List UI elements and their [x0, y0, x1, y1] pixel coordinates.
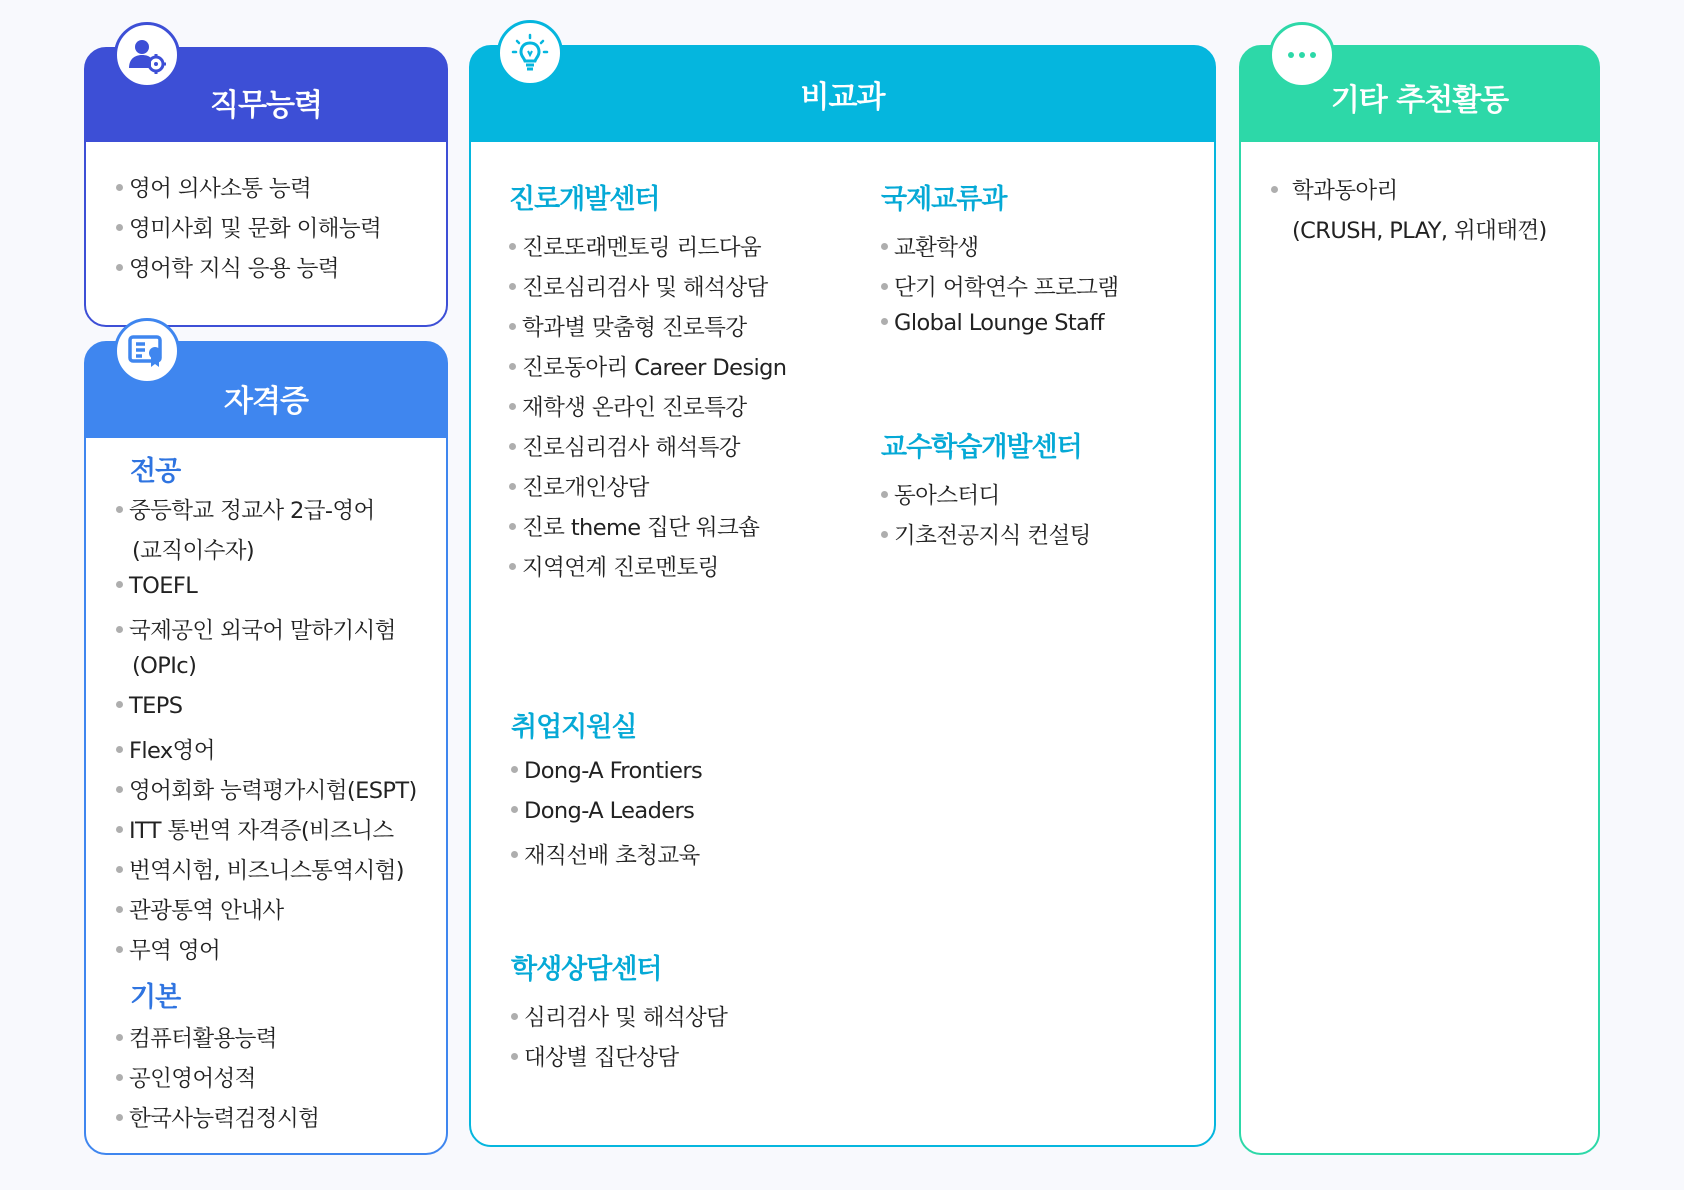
list-item: 한국사능력검정시험 — [116, 1101, 319, 1133]
extracurricular-header — [470, 46, 1215, 142]
list-item: Dong-A Frontiers — [511, 758, 702, 784]
certificate-title: 자격증 — [224, 384, 308, 419]
list-item: 학과별 맞춤형 진로특강 — [509, 310, 746, 342]
career-center-heading: 진로개발센터 — [509, 184, 660, 215]
list-item: 중등학교 정교사 2급-영어 — [116, 493, 375, 525]
more-dots-icon — [1269, 22, 1335, 88]
list-item: 번역시험, 비즈니스통역시험) — [116, 853, 404, 885]
job-competency-card — [84, 47, 448, 327]
list-item: 컴퓨터활용능력 — [116, 1021, 277, 1053]
lightbulb-icon — [497, 20, 563, 86]
list-item: 관광통역 안내사 — [116, 893, 284, 925]
major-heading: 전공 — [130, 456, 181, 487]
job-competency-title: 직무능력 — [210, 88, 322, 123]
counseling-center-heading: 학생상담센터 — [511, 954, 662, 985]
list-item: TEPS — [116, 693, 182, 719]
list-item: TOEFL — [116, 573, 197, 599]
list-item: ITT 통번역 자격증(비즈니스 — [116, 813, 394, 845]
other-activities-title: 기타 추천활동 — [1330, 83, 1509, 118]
list-item: 영어 의사소통 능력 — [116, 171, 311, 203]
list-item: 무역 영어 — [116, 933, 220, 965]
employment-support-heading: 취업지원실 — [511, 712, 637, 743]
list-item: 대상별 집단상담 — [511, 1040, 679, 1072]
extracurricular-title: 비교과 — [800, 80, 885, 115]
list-item: (교직이수자) — [132, 538, 255, 564]
certificate-card — [84, 341, 448, 1155]
list-item: 영어회화 능력평가시험(ESPT) — [116, 773, 417, 805]
list-item: 재학생 온라인 진로특강 — [509, 390, 746, 422]
list-item: 단기 어학연수 프로그램 — [881, 270, 1118, 302]
list-item: 학과동아리 — [1271, 173, 1398, 205]
list-item: Dong-A Leaders — [511, 798, 694, 824]
other-activities-card — [1239, 45, 1600, 1155]
basic-heading: 기본 — [130, 982, 181, 1013]
list-item: 심리검사 및 해석상담 — [511, 1000, 727, 1032]
list-item: 기초전공지식 컨설팅 — [881, 518, 1091, 550]
user-gear-icon — [114, 22, 180, 88]
list-item: 진로심리검사 해석특강 — [509, 430, 740, 462]
list-item: 동아스터디 — [881, 478, 1000, 510]
list-item: Global Lounge Staff — [881, 310, 1104, 336]
certificate-icon — [114, 318, 180, 384]
list-item: Flex영어 — [116, 733, 215, 765]
list-item: (CRUSH, PLAY, 위대태껸) — [1292, 218, 1547, 244]
intl-exchange-heading: 국제교류과 — [881, 184, 1007, 215]
list-item: 영어학 지식 응용 능력 — [116, 251, 339, 283]
list-item: 재직선배 초청교육 — [511, 838, 700, 870]
extracurricular-card — [469, 45, 1216, 1147]
list-item: 영미사회 및 문화 이해능력 — [116, 211, 381, 243]
list-item: 진로동아리 Career Design — [509, 350, 786, 382]
list-item: 진로또래멘토링 리드다움 — [509, 230, 761, 262]
list-item: (OPIc) — [132, 653, 197, 679]
list-item: 진로 theme 집단 워크숍 — [509, 510, 759, 542]
list-item: 진로개인상담 — [509, 470, 649, 502]
list-item: 진로심리검사 및 해석상담 — [509, 270, 768, 302]
list-item: 공인영어성적 — [116, 1061, 256, 1093]
list-item: 교환학생 — [881, 230, 979, 262]
list-item: 국제공인 외국어 말하기시험 — [116, 613, 396, 645]
teaching-center-heading: 교수학습개발센터 — [881, 432, 1082, 463]
list-item: 지역연계 진로멘토링 — [509, 550, 719, 582]
